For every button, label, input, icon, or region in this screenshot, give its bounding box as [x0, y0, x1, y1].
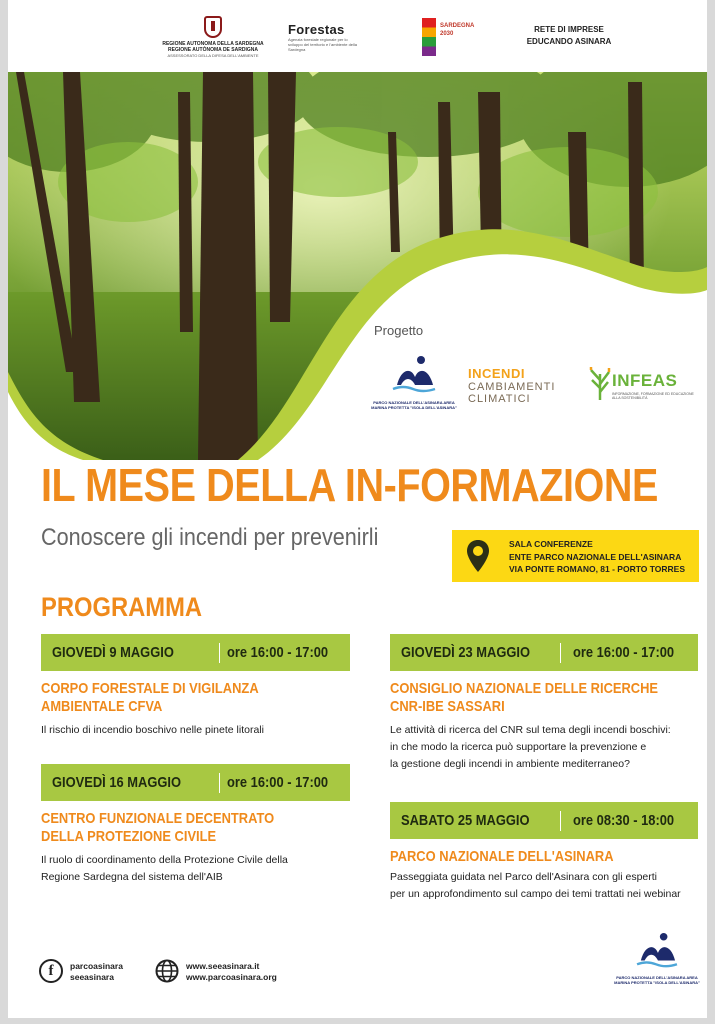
- footer-asinara-logo: [613, 932, 701, 994]
- infeas-subtitle: INFORMAZIONE, FORMAZIONE ED EDUCAZIONE ALLA SOSTENIBILITÀ: [612, 392, 694, 400]
- event-day: SABATO 25 MAGGIO: [401, 812, 530, 829]
- event-description: in che modo la ricerca può supportare la prevenzione e: [390, 741, 647, 753]
- infeas-tree-icon: [588, 366, 612, 400]
- event-day: GIOVEDÌ 23 MAGGIO: [401, 644, 531, 661]
- bar-divider: [560, 811, 561, 831]
- region-logo: [158, 16, 268, 58]
- event-time: ore 16:00 - 17:00: [227, 774, 329, 791]
- cambiamenti-word: CAMBIAMENTI: [468, 381, 556, 393]
- facebook-icon: f: [39, 959, 63, 983]
- sardegna-mosaic-icon: [422, 18, 436, 56]
- bar-divider: [560, 643, 561, 663]
- event-title: CORPO FORESTALE DI VIGILANZA: [41, 680, 259, 697]
- website-link-1[interactable]: www.seeasinara.it: [186, 961, 260, 971]
- venue-line-3: VIA PONTE ROMANO, 81 - PORTO TORRES: [509, 564, 686, 574]
- event-title: PARCO NAZIONALE DELL'ASINARA: [390, 848, 614, 865]
- forestas-logo: [288, 22, 363, 52]
- rete-imprese-logo: [524, 24, 614, 48]
- event-date-bar: [41, 634, 350, 671]
- progetto-label: Progetto: [374, 323, 424, 338]
- asinara-logo-icon: [633, 932, 681, 970]
- event-date-bar: [41, 764, 350, 801]
- event-title: AMBIENTALE CFVA: [41, 698, 163, 715]
- social-handles: [70, 961, 123, 983]
- event-day: GIOVEDÌ 16 MAGGIO: [52, 774, 182, 791]
- event-time: ore 16:00 - 17:00: [573, 644, 675, 661]
- region-crest-icon: [204, 16, 222, 38]
- event-description: Le attività di ricerca del CNR sul tema degli incendi boschivi:: [390, 724, 671, 736]
- infeas-name: INFEAS: [612, 371, 678, 390]
- venue-line-2: ENTE PARCO NAZIONALE DELL'ASINARA: [509, 551, 682, 562]
- venue-line-1: SALA CONFERENZE: [509, 539, 593, 549]
- rete-line-2: EDUCANDO ASINARA: [526, 37, 612, 46]
- event-description: Regione Sardegna del sistema dell'AIB: [41, 871, 223, 883]
- climatici-word: CLIMATICI: [468, 393, 531, 405]
- programma-heading: PROGRAMMA: [41, 592, 203, 622]
- event-title: CNR-IBE SASSARI: [390, 698, 505, 715]
- event-title: DELLA PROTEZIONE CIVILE: [41, 828, 217, 845]
- event-description: Il rischio di incendio boschivo nelle pinete litorali: [41, 724, 264, 736]
- asinara-logo-caption: PARCO NAZIONALE DELL'ASINARA AREA MARINA PROTETTA "ISOLA DELL'ASINARA": [371, 400, 457, 410]
- region-name-sardinian: REGIONE AUTÒNOMA DE SARDIGNA: [168, 47, 258, 53]
- location-pin-icon: [466, 539, 490, 573]
- footer-logo-caption: PARCO NAZIONALE DELL'ASINARA AREA MARINA PROTETTA "ISOLA DELL'ASINARA": [614, 975, 700, 985]
- rete-line-1: RETE DI IMPRESE: [534, 25, 604, 34]
- forest-hero-image: [8, 72, 707, 460]
- event-title: CONSIGLIO NAZIONALE DELLE RICERCHE: [390, 680, 659, 697]
- sardegna-text: SARDEGNA 2030: [440, 23, 475, 37]
- event-time: ore 08:30 - 18:00: [573, 812, 675, 829]
- asinara-logo-icon: [389, 355, 439, 395]
- event-day: GIOVEDÌ 9 MAGGIO: [52, 644, 174, 661]
- sardegna-2030-logo: [422, 18, 484, 56]
- event-time: ore 16:00 - 17:00: [227, 644, 329, 661]
- social-handle-2: seeasinara: [70, 972, 114, 982]
- page-title: IL MESE DELLA IN-FORMAZIONE: [41, 459, 658, 511]
- forestas-name: Forestas: [288, 22, 345, 37]
- event-title: CENTRO FUNZIONALE DECENTRATO: [41, 810, 275, 827]
- bar-divider: [219, 643, 220, 663]
- region-department: ASSESSORATO DELLA DIFESA DELL'AMBIENTE: [167, 53, 259, 58]
- event-date-bar: [390, 802, 698, 839]
- social-handle-1: parcoasinara: [70, 961, 123, 971]
- event-description: per un approfondimento sul campo dei temi trattati nei webinar: [390, 888, 681, 900]
- globe-icon: [155, 959, 179, 983]
- event-description: Passeggiata guidata nel Parco dell'Asinara con gli esperti: [390, 871, 658, 883]
- event-date-bar: [390, 634, 698, 671]
- asinara-park-logo: [368, 355, 460, 413]
- bar-divider: [219, 773, 220, 793]
- page-subtitle: Conoscere gli incendi per prevenirli: [41, 524, 379, 551]
- event-description: Il ruolo di coordinamento della Protezione Civile della: [41, 854, 288, 866]
- website-link-2[interactable]: www.parcoasinara.org: [186, 972, 277, 982]
- incendi-word: INCENDI: [468, 366, 525, 381]
- event-poster: [8, 0, 707, 1018]
- event-description: la gestione degli incendi in ambiente mediterraneo?: [390, 758, 630, 770]
- region-name: REGIONE AUTONOMA DELLA SARDEGNA: [162, 41, 264, 47]
- venue-box: [452, 530, 699, 582]
- forestas-description: Agenzia forestale regionale per lo sviluppo del territorio e l'ambiente della Sardegna: [288, 37, 358, 52]
- websites: [186, 961, 277, 983]
- incendi-cambiamenti-climatici-logo: [468, 366, 568, 405]
- header-logos: [8, 0, 707, 72]
